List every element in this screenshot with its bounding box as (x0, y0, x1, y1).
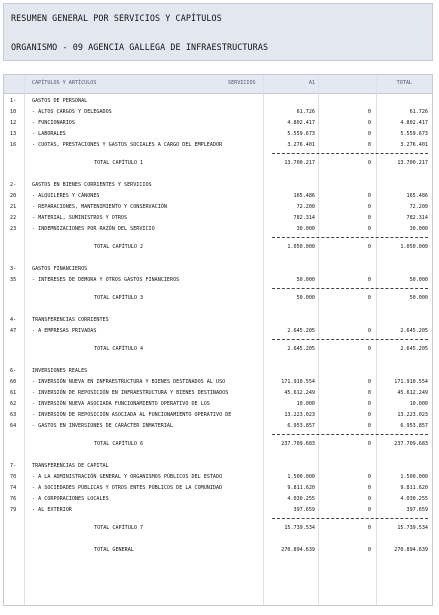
row-total-amount: 1.500.000 (400, 474, 428, 480)
header-a1: A1 (308, 80, 315, 86)
row-code: 10 (10, 109, 17, 115)
table-row (4, 461, 432, 472)
row-total-amount: 50.000 (409, 277, 428, 283)
total-row (4, 293, 432, 304)
header-articles: CAPÍTULOS Y ARTÍCULOS (32, 80, 97, 86)
row-total-amount: 1.050.000 (400, 244, 428, 250)
row-total-amount: 72.200 (409, 204, 428, 210)
table-row (4, 129, 432, 140)
table-row (4, 202, 432, 213)
row-description: - MATERIAL, SUMINISTROS Y OTROS (32, 215, 128, 221)
table-row (4, 191, 432, 202)
row-a1-amount: 6.953.857 (287, 423, 315, 429)
row-code: 63 (10, 412, 17, 418)
row-code: 61 (10, 390, 17, 396)
row-description: - INTERESES DE DEMORA Y OTROS GASTOS FINANCIEROS (32, 277, 180, 283)
row-description: - INVERSIÓN DE REPOSICIÓN ASOCIADA AL FUNCIONAMIENTO OPERATIVO DE (32, 412, 232, 418)
row-mid-amount: 0 (367, 328, 371, 334)
row-description: INVERSIONES REALES (32, 368, 88, 374)
row-a1-amount: 397.659 (293, 507, 315, 513)
row-mid-amount: 0 (367, 295, 371, 301)
row-a1-amount: 10.000 (296, 401, 315, 407)
row-total-amount: 4.802.417 (400, 120, 428, 126)
row-code: 64 (10, 423, 17, 429)
row-description: TOTAL CAPÍTULO 7 (94, 525, 144, 531)
row-code: 22 (10, 215, 17, 221)
row-mid-amount: 0 (367, 547, 371, 553)
table-header (4, 75, 432, 94)
table-row (4, 399, 432, 410)
row-total-amount: 165.486 (406, 193, 428, 199)
table-row (4, 388, 432, 399)
row-description: - INVERSIÓN DE REPOSICIÓN EN INFRAESTRUCTURA Y BIENES DESTINADOS (32, 390, 229, 396)
table-row (4, 421, 432, 432)
row-total-amount: 397.659 (406, 507, 428, 513)
row-mid-amount: 0 (367, 226, 371, 232)
row-a1-amount: 171.910.554 (281, 379, 315, 385)
table-row (4, 377, 432, 388)
row-description: - INDEMNIZACIONES POR RAZÓN DEL SERVICIO (32, 226, 155, 232)
row-total-amount: 4.030.255 (400, 496, 428, 502)
row-a1-amount: 50.000 (296, 277, 315, 283)
subtotal-separator (272, 339, 428, 340)
subtotal-separator (272, 518, 428, 519)
row-description: - INVERSIÓN NUEVA ASOCIADA FUNCIONAMIENTO OPERATIVO DE LOS (32, 401, 210, 407)
row-code: 4- (10, 317, 17, 323)
table-row (4, 224, 432, 235)
row-a1-amount: 237.709.683 (281, 441, 315, 447)
row-a1-amount: 1.050.000 (287, 244, 315, 250)
header-total: TOTAL (396, 80, 412, 86)
row-description: TOTAL CAPÍTULO 2 (94, 244, 144, 250)
table-row (4, 118, 432, 129)
row-total-amount: 2.645.205 (400, 328, 428, 334)
row-total-amount: 13.223.023 (397, 412, 428, 418)
row-a1-amount: 270.894.639 (281, 547, 315, 553)
row-a1-amount: 2.645.205 (287, 328, 315, 334)
row-a1-amount: 50.000 (296, 295, 315, 301)
row-description: - INVERSIÓN NUEVA EN INFRAESTRUCTURA Y BIENES DESTINADOS AL USO (32, 379, 226, 385)
row-total-amount: 270.894.639 (394, 547, 428, 553)
row-total-amount: 15.739.534 (397, 525, 428, 531)
row-total-amount: 237.709.683 (394, 441, 428, 447)
row-mid-amount: 0 (367, 120, 371, 126)
row-a1-amount: 61.726 (296, 109, 315, 115)
row-description: - FUNCIONARIOS (32, 120, 75, 126)
row-description: TOTAL CAPÍTULO 3 (94, 295, 144, 301)
row-description: - GASTOS EN INVERSIONES DE CARÁCTER INMATERIAL (32, 423, 174, 429)
row-a1-amount: 3.276.401 (287, 142, 315, 148)
total-row (4, 158, 432, 169)
row-a1-amount: 30.000 (296, 226, 315, 232)
row-description: TOTAL GENERAL (94, 547, 134, 553)
table-row (4, 505, 432, 516)
row-a1-amount: 45.612.249 (284, 390, 315, 396)
subtotal-separator (272, 434, 428, 435)
row-a1-amount: 13.700.217 (284, 160, 315, 166)
row-total-amount: 13.700.217 (397, 160, 428, 166)
table-row (4, 472, 432, 483)
organism-title: ORGANISMO - 09 AGENCIA GALLEGA DE INFRAESTRUCTURAS (11, 42, 269, 52)
row-code: 2- (10, 182, 17, 188)
table-row (4, 315, 432, 326)
row-code: 7- (10, 463, 17, 469)
table-row (4, 96, 432, 107)
row-total-amount: 10.000 (409, 401, 428, 407)
subtotal-separator (272, 288, 428, 289)
row-code: 47 (10, 328, 17, 334)
row-a1-amount: 15.739.534 (284, 525, 315, 531)
row-mid-amount: 0 (367, 441, 371, 447)
row-code: 12 (10, 120, 17, 126)
row-description: TRANSFERENCIAS DE CAPITAL (32, 463, 109, 469)
row-a1-amount: 9.811.620 (287, 485, 315, 491)
row-description: - ALTOS CARGOS Y DELEGADOS (32, 109, 112, 115)
row-a1-amount: 2.645.205 (287, 346, 315, 352)
row-mid-amount: 0 (367, 390, 371, 396)
row-total-amount: 50.000 (409, 295, 428, 301)
row-mid-amount: 0 (367, 277, 371, 283)
row-description: TOTAL CAPÍTULO 4 (94, 346, 144, 352)
row-total-amount: 30.000 (409, 226, 428, 232)
row-description: - A SOCIEDADES PÚBLICAS Y OTROS ENTES PÚBLICOS DE LA COMUNIDAD (32, 485, 223, 491)
row-total-amount: 3.276.401 (400, 142, 428, 148)
row-mid-amount: 0 (367, 474, 371, 480)
row-description: - ALQUILERES Y CÁNONES (32, 193, 100, 199)
row-description: - AL EXTERIOR (32, 507, 72, 513)
table-row (4, 213, 432, 224)
total-row (4, 344, 432, 355)
row-mid-amount: 0 (367, 379, 371, 385)
summary-table (3, 74, 433, 606)
subtotal-separator (272, 153, 428, 154)
row-a1-amount: 782.314 (293, 215, 315, 221)
total-row (4, 439, 432, 450)
row-description: GASTOS FINANCIEROS (32, 266, 88, 272)
table-row (4, 264, 432, 275)
row-mid-amount: 0 (367, 401, 371, 407)
row-description: - CUOTAS, PRESTACIONES Y GASTOS SOCIALES A CARGO DEL EMPLEADOR (32, 142, 223, 148)
row-description: - REPARACIONES, MANTENIMIENTO Y CONSERVACIÓN (32, 204, 167, 210)
row-description: - A LA ADMINISTRACIÓN GENERAL Y ORGANISMOS PÚBLICOS DEL ESTADO (32, 474, 223, 480)
table-row (4, 326, 432, 337)
row-description: - A CORPORACIONES LOCALES (32, 496, 109, 502)
row-mid-amount: 0 (367, 423, 371, 429)
row-code: 76 (10, 496, 17, 502)
row-code: 13 (10, 131, 17, 137)
row-total-amount: 9.811.620 (400, 485, 428, 491)
row-code: 79 (10, 507, 17, 513)
row-code: 1- (10, 98, 17, 104)
table-row (4, 494, 432, 505)
row-mid-amount: 0 (367, 142, 371, 148)
row-mid-amount: 0 (367, 485, 371, 491)
row-a1-amount: 5.559.673 (287, 131, 315, 137)
table-row (4, 366, 432, 377)
row-code: 20 (10, 193, 17, 199)
row-code: 60 (10, 379, 17, 385)
row-description: GASTOS DE PERSONAL (32, 98, 88, 104)
report-title: RESUMEN GENERAL POR SERVICIOS Y CAPÍTULOS (11, 13, 222, 23)
table-row (4, 107, 432, 118)
row-description: - LABORALES (32, 131, 66, 137)
row-a1-amount: 1.500.000 (287, 474, 315, 480)
report-header (3, 3, 433, 61)
row-mid-amount: 0 (367, 525, 371, 531)
row-mid-amount: 0 (367, 244, 371, 250)
row-mid-amount: 0 (367, 346, 371, 352)
row-code: 21 (10, 204, 17, 210)
row-code: 70 (10, 474, 17, 480)
row-a1-amount: 13.223.023 (284, 412, 315, 418)
row-total-amount: 2.645.205 (400, 346, 428, 352)
table-row (4, 140, 432, 151)
subtotal-separator (272, 237, 428, 238)
row-description: TRANSFERENCIAS CORRIENTES (32, 317, 109, 323)
row-description: - A EMPRESAS PRIVADAS (32, 328, 97, 334)
table-row (4, 180, 432, 191)
row-a1-amount: 4.030.255 (287, 496, 315, 502)
row-total-amount: 5.559.673 (400, 131, 428, 137)
row-total-amount: 6.953.857 (400, 423, 428, 429)
row-mid-amount: 0 (367, 215, 371, 221)
row-mid-amount: 0 (367, 193, 371, 199)
row-a1-amount: 72.200 (296, 204, 315, 210)
header-services: SERVICIOS (228, 80, 256, 86)
row-a1-amount: 165.486 (293, 193, 315, 199)
total-row (4, 545, 432, 556)
row-total-amount: 171.910.554 (394, 379, 428, 385)
total-row (4, 523, 432, 534)
row-total-amount: 782.314 (406, 215, 428, 221)
table-row (4, 483, 432, 494)
row-mid-amount: 0 (367, 496, 371, 502)
row-description: TOTAL CAPÍTULO 6 (94, 441, 144, 447)
row-code: 3- (10, 266, 17, 272)
row-description: GASTOS EN BIENES CORRIENTES Y SERVICIOS (32, 182, 152, 188)
row-code: 23 (10, 226, 17, 232)
total-row (4, 242, 432, 253)
row-mid-amount: 0 (367, 131, 371, 137)
row-mid-amount: 0 (367, 412, 371, 418)
row-mid-amount: 0 (367, 507, 371, 513)
row-description: TOTAL CAPÍTULO 1 (94, 160, 144, 166)
row-mid-amount: 0 (367, 160, 371, 166)
row-code: 62 (10, 401, 17, 407)
row-total-amount: 45.612.249 (397, 390, 428, 396)
row-code: 35 (10, 277, 17, 283)
row-code: 16 (10, 142, 17, 148)
row-a1-amount: 4.802.417 (287, 120, 315, 126)
table-row (4, 410, 432, 421)
table-row (4, 275, 432, 286)
row-mid-amount: 0 (367, 109, 371, 115)
row-total-amount: 61.726 (409, 109, 428, 115)
row-code: 6- (10, 368, 17, 374)
row-code: 74 (10, 485, 17, 491)
row-mid-amount: 0 (367, 204, 371, 210)
